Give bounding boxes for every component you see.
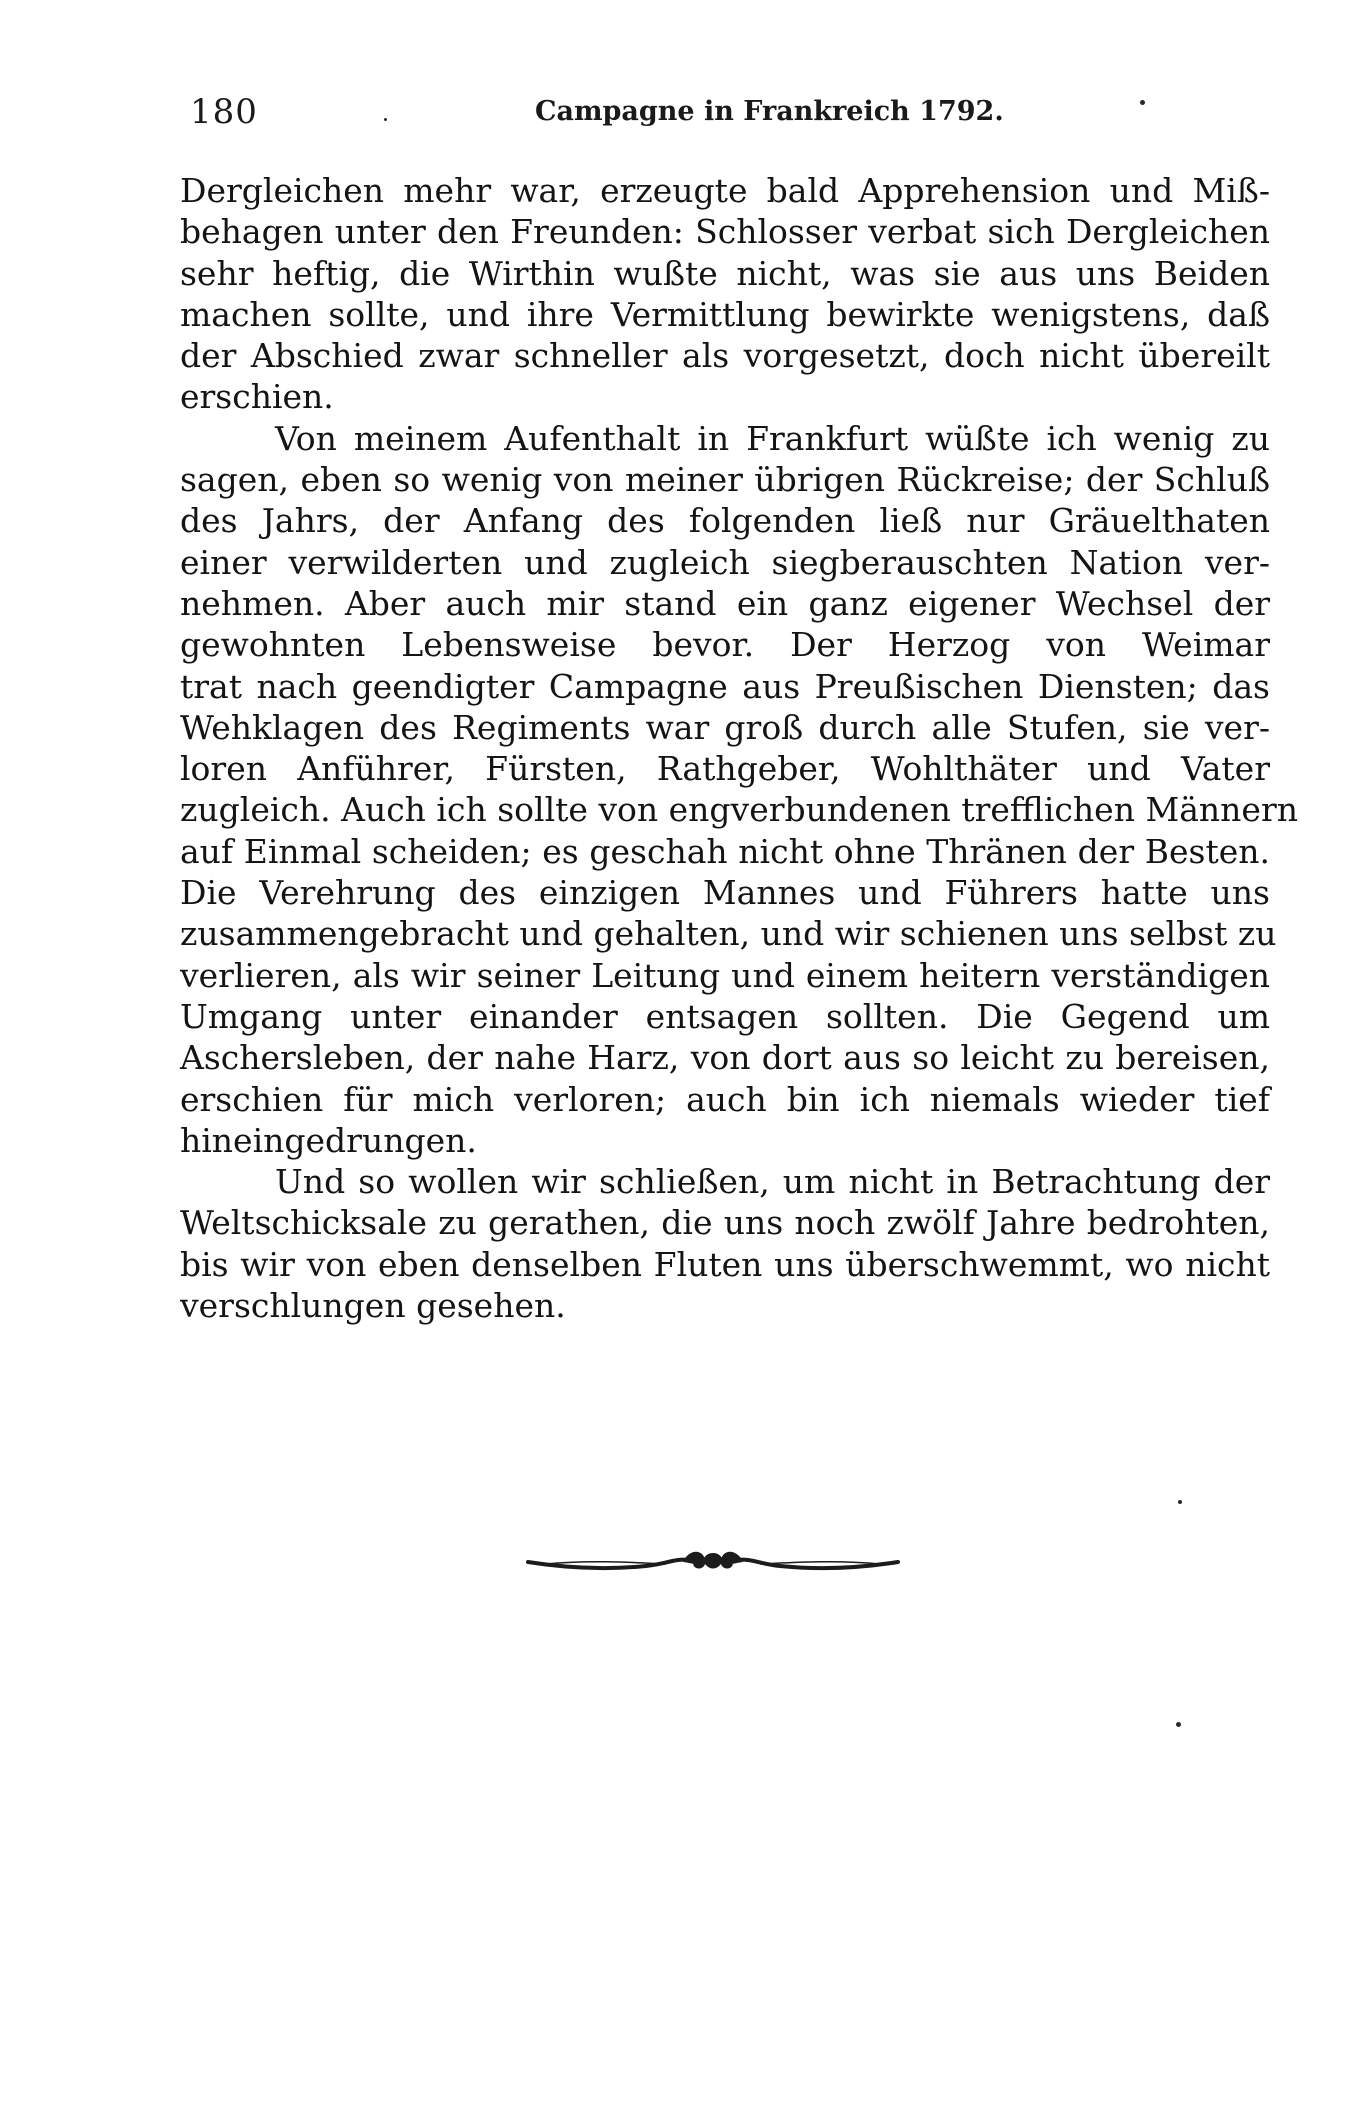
text-line: der Abschied zwar schneller als vorgesetzt, doch nicht übereilt bbox=[180, 336, 1270, 376]
text-line: einer verwilderten und zugleich siegberauschten Nation ver- bbox=[180, 542, 1270, 582]
text-line: bis wir von eben denselben Fluten uns überschwemmt, wo nicht bbox=[180, 1244, 1270, 1284]
running-header bbox=[180, 92, 1270, 142]
print-speck bbox=[1178, 1500, 1182, 1504]
text-line: Dergleichen mehr war, erzeugte bald Apprehension und Miß- bbox=[180, 171, 1270, 210]
text-line: sagen, eben so wenig von meiner übrigen Rückreise; der Schluß bbox=[180, 460, 1270, 500]
text-line: zugleich. Auch ich sollte von engverbundenen trefflichen Männern bbox=[180, 790, 1298, 830]
text-line: nehmen. Aber auch mir stand ein ganz eigener Wechsel der bbox=[180, 583, 1270, 623]
text-line: auf Einmal scheiden; es geschah nicht ohne Thränen der Besten. bbox=[180, 831, 1270, 871]
text-line: Die Verehrung des einzigen Mannes und Führers hatte uns bbox=[180, 873, 1270, 913]
text-line: hineingedrungen. bbox=[180, 1120, 477, 1160]
text-line: machen sollte, und ihre Vermittlung bewirkte wenigstens, daß bbox=[180, 294, 1270, 334]
text-line: des Jahrs, der Anfang des folgenden ließ nur Gräuelthaten bbox=[180, 501, 1270, 541]
print-speck bbox=[384, 118, 387, 121]
text-line: trat nach geendigter Campagne aus Preußischen Diensten; das bbox=[180, 666, 1270, 706]
text-line: gewohnten Lebensweise bevor. Der Herzog von Weimar bbox=[180, 625, 1270, 665]
text-line: Weltschicksale zu gerathen, die uns noch zwölf Jahre bedrohten, bbox=[180, 1203, 1270, 1243]
text-line: verschlungen gesehen. bbox=[180, 1286, 566, 1326]
text-line: erschien. bbox=[180, 377, 334, 417]
print-speck bbox=[1176, 1722, 1181, 1727]
text-line: Und so wollen wir schließen, um nicht in Betrachtung der bbox=[275, 1162, 1270, 1202]
text-line: sehr heftig, die Wirthin wußte nicht, was sie aus uns Beiden bbox=[180, 253, 1270, 293]
text-line: loren Anführer, Fürsten, Rathgeber, Wohlthäter und Vater bbox=[180, 749, 1270, 789]
text-line: verlieren, als wir seiner Leitung und einem heitern verständigen bbox=[180, 955, 1270, 995]
tailpiece-ornament bbox=[526, 1540, 900, 1586]
text-line: erschien für mich verloren; auch bin ich niemals wieder tief bbox=[180, 1079, 1270, 1119]
ornament-center-curl bbox=[684, 1553, 742, 1568]
body-text bbox=[180, 170, 1298, 1326]
text-line: Umgang unter einander entsagen sollten. Die Gegend um bbox=[180, 996, 1270, 1036]
running-title: Campagne in Frankreich 1792. bbox=[535, 96, 1004, 127]
print-speck bbox=[1140, 100, 1145, 105]
ornament-left-thin bbox=[546, 1562, 666, 1564]
text-line: zusammengebracht und gehalten, und wir schienen uns selbst zu bbox=[180, 914, 1277, 954]
text-line: Aschersleben, der nahe Harz, von dort aus so leicht zu bereisen, bbox=[180, 1038, 1270, 1078]
text-line: Von meinem Aufenthalt in Frankfurt wüßte ich wenig zu bbox=[275, 418, 1270, 458]
text-line: behagen unter den Freunden: Schlosser verbat sich Dergleichen bbox=[180, 212, 1270, 252]
ornament-right-thin bbox=[760, 1562, 880, 1564]
text-line: Wehklagen des Regiments war groß durch alle Stufen, sie ver- bbox=[180, 707, 1270, 747]
page-number: 180 bbox=[190, 92, 258, 132]
